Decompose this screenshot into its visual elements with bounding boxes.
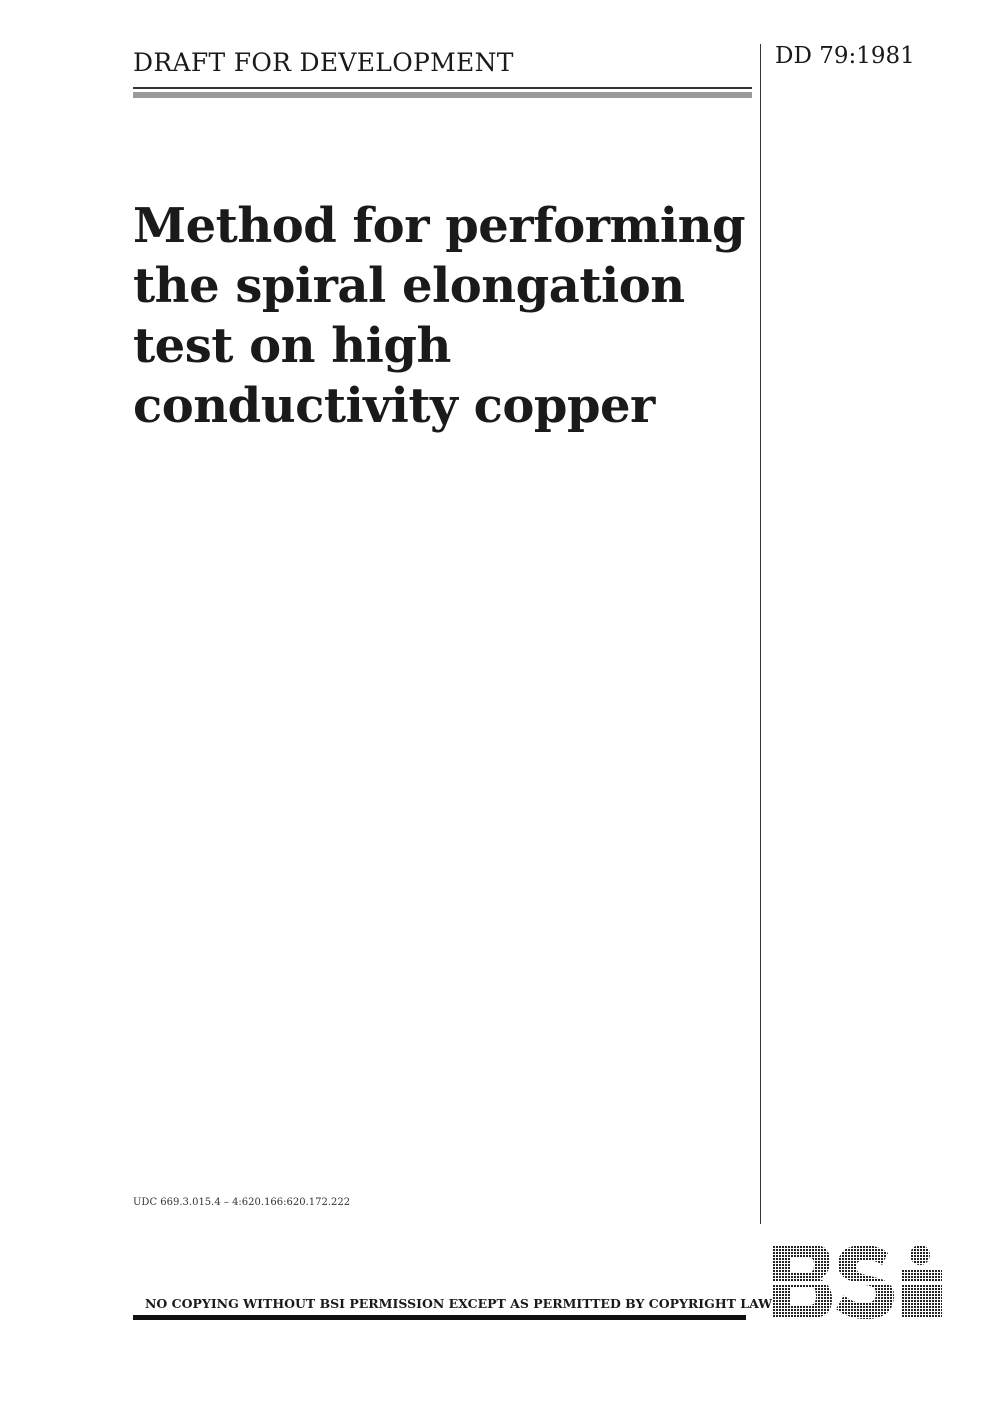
header-rule-thin — [133, 87, 752, 89]
header-rule-thick — [133, 92, 752, 98]
title-line-4: conductivity copper — [133, 378, 655, 434]
document-status-label: DRAFT FOR DEVELOPMENT — [133, 48, 514, 77]
document-number: DD 79:1981 — [775, 43, 915, 69]
title-line-2: the spiral elongation — [133, 258, 685, 314]
footer-rule — [133, 1315, 746, 1320]
column-divider — [760, 44, 761, 1224]
bsi-logo-icon — [770, 1243, 946, 1320]
title-line-3: test on high — [133, 318, 451, 374]
title-line-1: Method for performing — [133, 198, 746, 254]
bsi-logo — [770, 1243, 946, 1320]
udc-classification: UDC 669.3.015.4 – 4:620.166:620.172.222 — [133, 1197, 351, 1208]
document-title — [133, 196, 746, 436]
copyright-notice: NO COPYING WITHOUT BSI PERMISSION EXCEPT AS PERMITTED BY COPYRIGHT LAW — [145, 1296, 773, 1311]
